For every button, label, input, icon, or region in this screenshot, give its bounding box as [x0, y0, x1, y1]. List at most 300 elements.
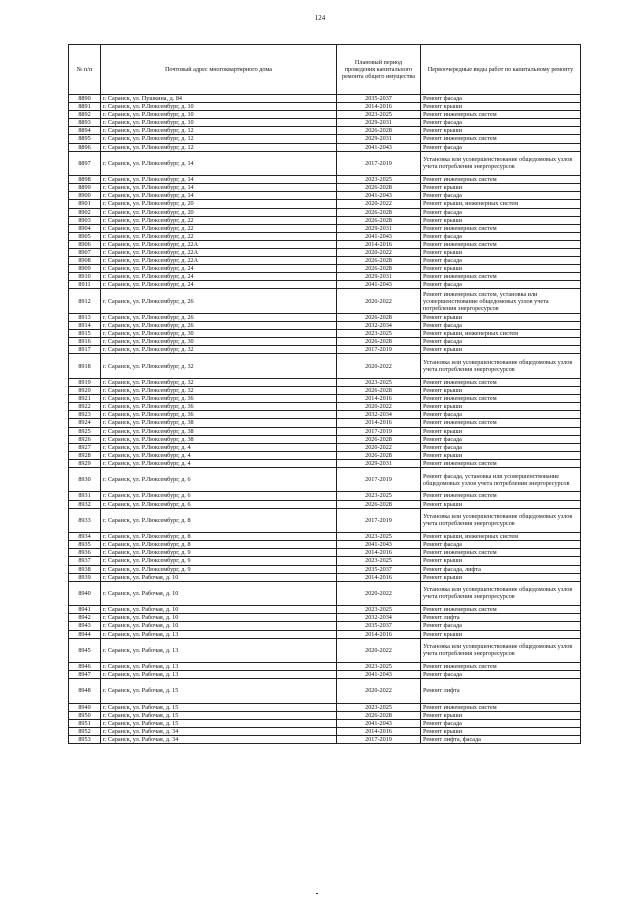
- row-period: 2023-2025: [337, 663, 421, 671]
- row-number: 8898: [69, 176, 101, 184]
- row-period: 2014-2016: [337, 419, 421, 427]
- row-number: 8907: [69, 249, 101, 257]
- table-row: [69, 703, 581, 711]
- row-address: г. Саранск, ул. Р.Люксембург, д. 10: [101, 111, 337, 119]
- table-row: [69, 208, 581, 216]
- table-row: [69, 459, 581, 467]
- row-number: 8924: [69, 419, 101, 427]
- row-number: 8929: [69, 459, 101, 467]
- row-number: 8932: [69, 500, 101, 508]
- table-row: [69, 533, 581, 541]
- row-address: г. Саранск, ул. Р.Люксембург, д. 24: [101, 281, 337, 289]
- table-row: [69, 354, 581, 379]
- row-address: г. Саранск, ул. Р.Люксембург, д. 14: [101, 151, 337, 176]
- row-work: Ремонт крыши, инженерных систем: [421, 200, 581, 208]
- table-row: [69, 232, 581, 240]
- table-row: [69, 95, 581, 103]
- row-work: Ремонт крыши: [421, 403, 581, 411]
- table-row: [69, 508, 581, 533]
- row-period: 2020-2022: [337, 200, 421, 208]
- row-work: Ремонт крыши: [421, 728, 581, 736]
- row-period: 2026-2028: [337, 265, 421, 273]
- row-work: Ремонт фасада: [421, 208, 581, 216]
- row-address: г. Саранск, ул. Р.Люксембург, д. 22: [101, 232, 337, 240]
- row-period: 2041-2043: [337, 281, 421, 289]
- row-period: 2032-2034: [337, 411, 421, 419]
- row-address: г. Саранск, ул. Р.Люксембург, д. 8: [101, 541, 337, 549]
- header-period: Плановый период проведения капитального ремонта общего имущества: [337, 45, 421, 95]
- row-address: г. Саранск, ул. Р.Люксембург, д. 8: [101, 508, 337, 533]
- row-period: 2026-2028: [337, 451, 421, 459]
- row-number: 8920: [69, 387, 101, 395]
- row-address: г. Саранск, ул. Р.Люксембург, д. 32: [101, 354, 337, 379]
- row-work: Ремонт крыши: [421, 387, 581, 395]
- row-period: 2020-2022: [337, 581, 421, 606]
- row-work: Ремонт инженерных систем: [421, 492, 581, 500]
- row-work: Ремонт инженерных систем: [421, 224, 581, 232]
- table-row: [69, 679, 581, 704]
- row-work: Ремонт лифта, фасада: [421, 736, 581, 744]
- table-row: [69, 541, 581, 549]
- row-period: 2026-2028: [337, 208, 421, 216]
- row-work: Ремонт фасада: [421, 143, 581, 151]
- row-period: 2026-2028: [337, 435, 421, 443]
- row-address: г. Саранск, ул. Р.Люксембург, д. 30: [101, 330, 337, 338]
- row-period: 2017-2019: [337, 467, 421, 492]
- row-address: г. Саранск, ул. Р.Люксембург, д. 30: [101, 338, 337, 346]
- row-period: 2026-2028: [337, 387, 421, 395]
- table-row: [69, 606, 581, 614]
- row-work: Ремонт крыши: [421, 573, 581, 581]
- row-period: 2023-2025: [337, 606, 421, 614]
- table-row: [69, 663, 581, 671]
- row-period: 2029-2031: [337, 224, 421, 232]
- row-address: г. Саранск, ул. Р.Люксембург, д. 12: [101, 127, 337, 135]
- row-number: 8911: [69, 281, 101, 289]
- row-work: Ремонт фасада: [421, 622, 581, 630]
- row-number: 8904: [69, 224, 101, 232]
- row-period: 2017-2019: [337, 346, 421, 354]
- row-work: Ремонт инженерных систем: [421, 703, 581, 711]
- row-number: 8930: [69, 467, 101, 492]
- row-work: Ремонт инженерных систем: [421, 111, 581, 119]
- row-period: 2026-2028: [337, 711, 421, 719]
- row-address: г. Саранск, ул. Р.Люксембург, д. 10: [101, 119, 337, 127]
- row-work: Ремонт крыши: [421, 711, 581, 719]
- table-row: [69, 638, 581, 663]
- row-number: 8909: [69, 265, 101, 273]
- row-work: Ремонт фасада: [421, 411, 581, 419]
- row-address: г. Саранск, ул. Рабочая, д. 10: [101, 581, 337, 606]
- row-number: 8953: [69, 736, 101, 744]
- table-row: [69, 500, 581, 508]
- table-row: [69, 614, 581, 622]
- row-period: 2014-2016: [337, 573, 421, 581]
- row-address: г. Саранск, ул. Р.Люксембург, д. 9: [101, 549, 337, 557]
- row-work: Ремонт фасада: [421, 232, 581, 240]
- row-address: г. Саранск, ул. Р.Люксембург, д. 6: [101, 492, 337, 500]
- row-work: Ремонт крыши: [421, 557, 581, 565]
- table-row: [69, 224, 581, 232]
- table-row: [69, 135, 581, 143]
- table-row: [69, 176, 581, 184]
- row-work: Ремонт фасада: [421, 435, 581, 443]
- row-period: 2041-2043: [337, 719, 421, 727]
- row-period: 2026-2028: [337, 257, 421, 265]
- row-number: 8897: [69, 151, 101, 176]
- row-work: Ремонт инженерных систем: [421, 549, 581, 557]
- table-row: [69, 127, 581, 135]
- row-work: Ремонт фасада, лифта: [421, 565, 581, 573]
- row-address: г. Саранск, ул. Р.Люксембург, д. 38: [101, 427, 337, 435]
- page-number: 124: [314, 14, 326, 22]
- row-work: Ремонт фасада: [421, 192, 581, 200]
- row-work: Ремонт крыши: [421, 184, 581, 192]
- row-address: г. Саранск, ул. Р.Люксембург, д. 32: [101, 346, 337, 354]
- row-address: г. Саранск, ул. Р.Люксембург, д. 22А: [101, 249, 337, 257]
- row-address: г. Саранск, ул. Рабочая, д. 15: [101, 679, 337, 704]
- row-period: 2023-2025: [337, 533, 421, 541]
- row-number: 8939: [69, 573, 101, 581]
- table-row: [69, 338, 581, 346]
- row-work: Ремонт инженерных систем: [421, 459, 581, 467]
- header-works: Первоочередные виды работ по капитальному ремонту: [421, 45, 581, 95]
- table-row: [69, 435, 581, 443]
- row-period: 2026-2028: [337, 338, 421, 346]
- row-period: 2023-2025: [337, 378, 421, 386]
- row-address: г. Саранск, ул. Р.Люксембург, д. 9: [101, 557, 337, 565]
- row-number: 8949: [69, 703, 101, 711]
- table-row: [69, 711, 581, 719]
- table-row: [69, 419, 581, 427]
- row-address: г. Саранск, ул. Рабочая, д. 34: [101, 728, 337, 736]
- table-row: [69, 378, 581, 386]
- row-number: 8942: [69, 614, 101, 622]
- table-row: [69, 313, 581, 321]
- table-row: [69, 240, 581, 248]
- row-work: Ремонт инженерных систем: [421, 273, 581, 281]
- row-period: 2035-2037: [337, 95, 421, 103]
- table-row: [69, 111, 581, 119]
- row-period: 2023-2025: [337, 330, 421, 338]
- table-row: [69, 573, 581, 581]
- row-period: 2020-2022: [337, 443, 421, 451]
- row-period: 2026-2028: [337, 184, 421, 192]
- row-period: 2020-2022: [337, 354, 421, 379]
- row-work: Ремонт лифта: [421, 679, 581, 704]
- row-work: Ремонт лифта: [421, 614, 581, 622]
- row-period: 2014-2016: [337, 728, 421, 736]
- row-number: 8903: [69, 216, 101, 224]
- row-work: Ремонт фасада, установка или усовершенствование общедомовых узлов учета потребления энергоресурсов: [421, 467, 581, 492]
- row-period: 2014-2016: [337, 395, 421, 403]
- table-row: [69, 273, 581, 281]
- row-period: 2035-2037: [337, 622, 421, 630]
- row-number: 8894: [69, 127, 101, 135]
- table-row: [69, 387, 581, 395]
- table-row: [69, 671, 581, 679]
- row-work: Ремонт фасада: [421, 541, 581, 549]
- row-number: 8893: [69, 119, 101, 127]
- table-row: [69, 265, 581, 273]
- row-period: 2014-2016: [337, 549, 421, 557]
- row-number: 8926: [69, 435, 101, 443]
- row-address: г. Саранск, ул. Р.Люксембург, д. 32: [101, 387, 337, 395]
- row-address: г. Саранск, ул. Р.Люксембург, д. 10: [101, 103, 337, 111]
- row-number: 8892: [69, 111, 101, 119]
- table-row: [69, 216, 581, 224]
- row-work: Ремонт крыши: [421, 216, 581, 224]
- row-period: 2029-2031: [337, 119, 421, 127]
- table-row: [69, 630, 581, 638]
- row-address: г. Саранск, ул. Рабочая, д. 15: [101, 719, 337, 727]
- row-address: г. Саранск, ул. Рабочая, д. 13: [101, 638, 337, 663]
- row-period: 2023-2025: [337, 176, 421, 184]
- row-address: г. Саранск, ул. Р.Люксембург, д. 12: [101, 135, 337, 143]
- header-num: № п/п: [69, 45, 101, 95]
- row-number: 8919: [69, 378, 101, 386]
- row-work: Установка или усовершенствование общедомовых узлов учета потребления энергоресурсов: [421, 581, 581, 606]
- table-row: [69, 492, 581, 500]
- row-period: 2035-2037: [337, 565, 421, 573]
- row-period: 2029-2031: [337, 135, 421, 143]
- capital-repair-table: [68, 44, 581, 744]
- table-row: [69, 411, 581, 419]
- footer-mark: [316, 893, 318, 894]
- row-work: Ремонт инженерных систем: [421, 663, 581, 671]
- row-address: г. Саранск, ул. Р.Люксембург, д. 38: [101, 419, 337, 427]
- row-number: 8922: [69, 403, 101, 411]
- table-row: [69, 184, 581, 192]
- row-number: 8943: [69, 622, 101, 630]
- table-row: [69, 281, 581, 289]
- row-number: 8948: [69, 679, 101, 704]
- row-period: 2023-2025: [337, 492, 421, 500]
- table-row: [69, 200, 581, 208]
- row-work: Ремонт инженерных систем, установка или усовершенствование общедомовых узлов учета потребления энергоресурсов: [421, 289, 581, 314]
- row-number: 8916: [69, 338, 101, 346]
- row-number: 8951: [69, 719, 101, 727]
- row-number: 8914: [69, 322, 101, 330]
- row-work: Ремонт крыши: [421, 630, 581, 638]
- row-work: Ремонт фасада: [421, 671, 581, 679]
- row-work: Ремонт крыши: [421, 451, 581, 459]
- row-address: г. Саранск, ул. Р.Люксембург, д. 26: [101, 313, 337, 321]
- row-address: г. Саранск, ул. Р.Люксембург, д. 22А: [101, 240, 337, 248]
- row-work: Ремонт крыши: [421, 500, 581, 508]
- row-number: 8891: [69, 103, 101, 111]
- table-row: [69, 103, 581, 111]
- row-address: г. Саранск, ул. Рабочая, д. 13: [101, 671, 337, 679]
- row-period: 2041-2043: [337, 192, 421, 200]
- row-work: Установка или усовершенствование общедомовых узлов учета потребления энергоресурсов: [421, 151, 581, 176]
- row-period: 2023-2025: [337, 557, 421, 565]
- row-number: 8952: [69, 728, 101, 736]
- row-period: 2014-2016: [337, 103, 421, 111]
- row-number: 8925: [69, 427, 101, 435]
- row-number: 8937: [69, 557, 101, 565]
- row-number: 8931: [69, 492, 101, 500]
- row-address: г. Саранск, ул. Рабочая, д. 13: [101, 663, 337, 671]
- row-work: Ремонт фасада: [421, 257, 581, 265]
- row-number: 8934: [69, 533, 101, 541]
- row-address: г. Саранск, ул. Р.Люксембург, д. 20: [101, 200, 337, 208]
- row-period: 2017-2019: [337, 151, 421, 176]
- table-row: [69, 622, 581, 630]
- row-work: Ремонт инженерных систем: [421, 395, 581, 403]
- row-address: г. Саранск, ул. Р.Люксембург, д. 36: [101, 395, 337, 403]
- table-row: [69, 403, 581, 411]
- row-number: 8901: [69, 200, 101, 208]
- row-period: 2020-2022: [337, 249, 421, 257]
- row-work: Ремонт фасада: [421, 719, 581, 727]
- row-number: 8918: [69, 354, 101, 379]
- row-period: 2041-2043: [337, 143, 421, 151]
- row-address: г. Саранск, ул. Рабочая, д. 15: [101, 703, 337, 711]
- row-number: 8933: [69, 508, 101, 533]
- row-work: Ремонт крыши: [421, 249, 581, 257]
- row-address: г. Саранск, ул. Рабочая, д. 10: [101, 614, 337, 622]
- table-header: [69, 45, 581, 95]
- row-address: г. Саранск, ул. Р.Люксембург, д. 24: [101, 273, 337, 281]
- row-work: Ремонт инженерных систем: [421, 240, 581, 248]
- row-number: 8935: [69, 541, 101, 549]
- table-row: [69, 467, 581, 492]
- header-address: Почтовый адрес многоквартирного дома: [101, 45, 337, 95]
- table-row: [69, 728, 581, 736]
- table-row: [69, 557, 581, 565]
- row-address: г. Саранск, ул. Р.Люксембург, д. 24: [101, 265, 337, 273]
- row-address: г. Саранск, ул. Р.Люксембург, д. 6: [101, 467, 337, 492]
- row-period: 2017-2019: [337, 736, 421, 744]
- row-number: 8917: [69, 346, 101, 354]
- row-address: г. Саранск, ул. Пушкина, д. 84: [101, 95, 337, 103]
- table-row: [69, 736, 581, 744]
- row-address: г. Саранск, ул. Р.Люксембург, д. 6: [101, 500, 337, 508]
- row-address: г. Саранск, ул. Р.Люксембург, д. 14: [101, 176, 337, 184]
- row-address: г. Саранск, ул. Р.Люксембург, д. 12: [101, 143, 337, 151]
- row-period: 2026-2028: [337, 216, 421, 224]
- row-address: г. Саранск, ул. Рабочая, д. 13: [101, 630, 337, 638]
- row-number: 8936: [69, 549, 101, 557]
- table-row: [69, 427, 581, 435]
- row-period: 2020-2022: [337, 403, 421, 411]
- row-number: 8899: [69, 184, 101, 192]
- row-number: 8905: [69, 232, 101, 240]
- row-address: г. Саранск, ул. Р.Люксембург, д. 4: [101, 451, 337, 459]
- table-row: [69, 581, 581, 606]
- row-number: 8941: [69, 606, 101, 614]
- row-work: Ремонт инженерных систем: [421, 176, 581, 184]
- row-period: 2020-2022: [337, 679, 421, 704]
- table-row: [69, 719, 581, 727]
- row-address: г. Саранск, ул. Р.Люксембург, д. 22: [101, 224, 337, 232]
- row-work: Ремонт инженерных систем: [421, 419, 581, 427]
- row-period: 2014-2016: [337, 630, 421, 638]
- row-period: 2029-2031: [337, 459, 421, 467]
- table-row: [69, 395, 581, 403]
- row-work: Ремонт крыши: [421, 127, 581, 135]
- row-number: 8890: [69, 95, 101, 103]
- row-work: Ремонт крыши: [421, 265, 581, 273]
- row-number: 8910: [69, 273, 101, 281]
- row-work: Ремонт инженерных систем: [421, 135, 581, 143]
- row-address: г. Саранск, ул. Р.Люксембург, д. 4: [101, 443, 337, 451]
- row-period: 2017-2019: [337, 427, 421, 435]
- row-number: 8940: [69, 581, 101, 606]
- row-work: Ремонт крыши: [421, 103, 581, 111]
- table-row: [69, 322, 581, 330]
- table-row: [69, 119, 581, 127]
- row-number: 8913: [69, 313, 101, 321]
- row-address: г. Саранск, ул. Р.Люксембург, д. 22: [101, 216, 337, 224]
- row-period: 2023-2025: [337, 703, 421, 711]
- row-period: 2014-2016: [337, 240, 421, 248]
- table-row: [69, 249, 581, 257]
- row-period: 2020-2022: [337, 289, 421, 314]
- row-period: 2026-2028: [337, 500, 421, 508]
- row-number: 8906: [69, 240, 101, 248]
- row-work: Установка или усовершенствование общедомовых узлов учета потребления энергоресурсов: [421, 354, 581, 379]
- row-address: г. Саранск, ул. Р.Люксембург, д. 9: [101, 565, 337, 573]
- table-row: [69, 330, 581, 338]
- table-row: [69, 143, 581, 151]
- row-work: Ремонт инженерных систем: [421, 378, 581, 386]
- table-row: [69, 549, 581, 557]
- row-work: Установка или усовершенствование общедомовых узлов учета потребления энергоресурсов: [421, 638, 581, 663]
- row-address: г. Саранск, ул. Р.Люксембург, д. 26: [101, 322, 337, 330]
- table-row: [69, 151, 581, 176]
- table-row: [69, 565, 581, 573]
- table-row: [69, 289, 581, 314]
- row-period: 2041-2043: [337, 232, 421, 240]
- row-address: г. Саранск, ул. Рабочая, д. 34: [101, 736, 337, 744]
- row-address: г. Саранск, ул. Р.Люксембург, д. 8: [101, 533, 337, 541]
- row-address: г. Саранск, ул. Р.Люксембург, д. 36: [101, 403, 337, 411]
- row-number: 8950: [69, 711, 101, 719]
- row-address: г. Саранск, ул. Р.Люксембург, д. 26: [101, 289, 337, 314]
- row-number: 8902: [69, 208, 101, 216]
- row-address: г. Саранск, ул. Р.Люксембург, д. 38: [101, 435, 337, 443]
- table-row: [69, 451, 581, 459]
- row-work: Установка или усовершенствование общедомовых узлов учета потребления энергоресурсов: [421, 508, 581, 533]
- row-work: Ремонт крыши: [421, 313, 581, 321]
- row-address: г. Саранск, ул. Рабочая, д. 10: [101, 573, 337, 581]
- table-row: [69, 192, 581, 200]
- row-number: 8915: [69, 330, 101, 338]
- row-period: 2026-2028: [337, 127, 421, 135]
- row-work: Ремонт фасада: [421, 338, 581, 346]
- row-period: 2020-2022: [337, 638, 421, 663]
- row-period: 2032-2034: [337, 322, 421, 330]
- row-work: Ремонт инженерных систем: [421, 606, 581, 614]
- row-address: г. Саранск, ул. Рабочая, д. 10: [101, 622, 337, 630]
- row-work: Ремонт крыши, инженерных систем: [421, 533, 581, 541]
- row-number: 8908: [69, 257, 101, 265]
- row-number: 8912: [69, 289, 101, 314]
- row-work: Ремонт фасада: [421, 95, 581, 103]
- row-number: 8945: [69, 638, 101, 663]
- row-address: г. Саранск, ул. Р.Люксембург, д. 14: [101, 192, 337, 200]
- table-row: [69, 443, 581, 451]
- row-address: г. Саранск, ул. Р.Люксембург, д. 14: [101, 184, 337, 192]
- row-number: 8947: [69, 671, 101, 679]
- row-work: Ремонт крыши: [421, 427, 581, 435]
- row-period: 2041-2043: [337, 671, 421, 679]
- table-row: [69, 346, 581, 354]
- row-number: 8946: [69, 663, 101, 671]
- row-period: 2029-2031: [337, 273, 421, 281]
